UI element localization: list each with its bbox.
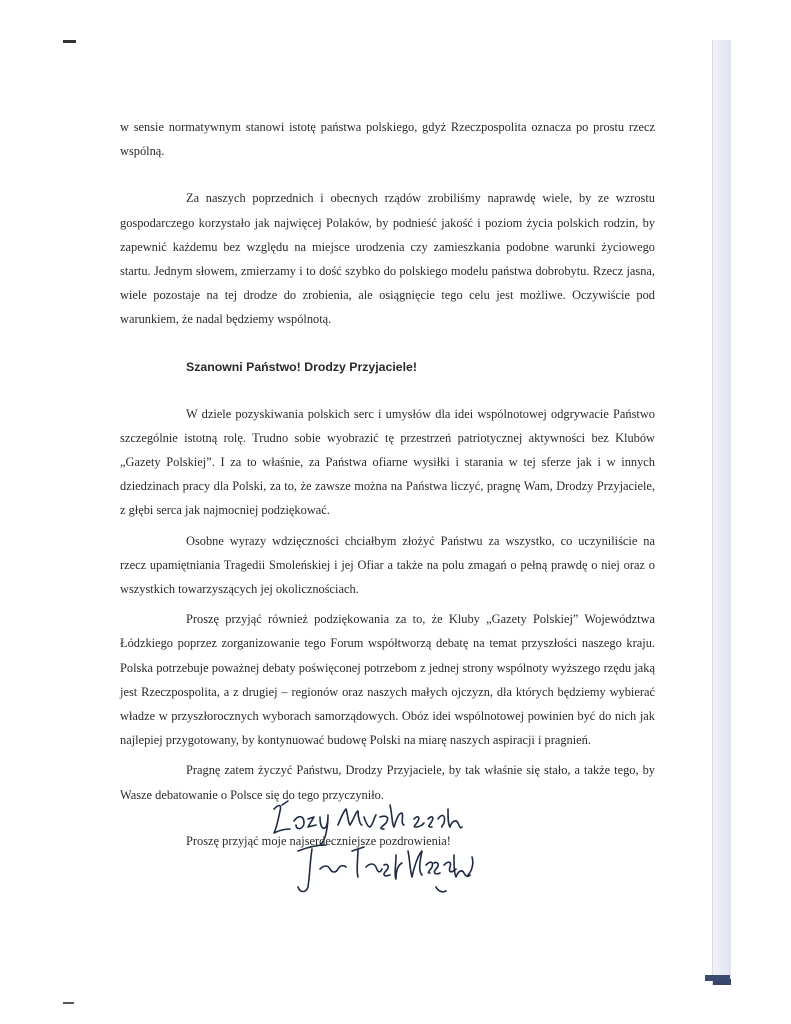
scan-edge-mark-top [63,40,76,43]
salutation-heading: Szanowni Państwo! Drodzy Przyjaciele! [186,359,417,374]
page-binding-edge [712,40,731,985]
paragraph-clubs-role: W dziele pozyskiwania polskich serc i umysłów dla idei wspólnotowej odgrywacie Państwo szczególnie istotną rolę. Trudno sobie wyobrazić tę przestrzeń patriotycznej aktywności bez Klubów „Gazety Polskiej”. I za to właśnie, za Państwa ofiarne wysiłki i starania w tej sferze jak i w innych dziedzinach pracy dla Polski, za to, że zawsze można na Państwa liczyć, pragnę Wam, Drodzy Przyjaciele, z głębi serca jak najmocniej podziękować. [120,406,655,518]
scan-edge-mark-bottom [63,1002,74,1004]
paragraph-continuation: w sensie normatywnym stanowi istotę państwa polskiego, gdyż Rzeczpospolita oznacza po prostu rzecz wspólną. [120,120,655,159]
closing-greeting: Proszę przyjąć moje najserdeczniejsze pozdrowienia! [186,833,451,848]
paragraph-forum: Proszę przyjąć również podziękowania za to, że Kluby „Gazety Polskiej” Województwa Łódzkiego poprzez zorganizowanie tego Forum współtworzą debatę na temat przyszłości naszego kraju. Polska potrzebuje poważnej debaty poświęconej potrzebom z jednej strony wspólnoty wyższego rzędu jaką jest Rzeczpospolita, a z drugiej – regionów oraz naszych małych ojczyzn, dla których będziemy wybierać władze w przyszłorocznych wyborach samorządowych. Obóz idei wspólnotowej powinien być do nich jak najlepiej przygotowany, by kontynuować budowę Polski na miarę naszych aspiracji i pragnień. [120,612,655,748]
paragraph-wishes: Pragnę zatem życzyć Państwu, Drodzy Przyjaciele, by tak właśnie się stało, a także tego, by Wasze debatowanie o Polsce się do tego przyczyniło. [120,763,655,802]
paragraph-smolensk: Osobne wyrazy wdzięczności chciałbym złożyć Państwu za wszystko, co uczyniliście na rzecz upamiętniania Tragedii Smoleńskiej i jej Ofiar a także na polu zmagań o pełną prawdę o niej oraz o wszystkich towarzyszących jej okolicznościach. [120,533,655,597]
binding-corner [705,975,730,981]
paragraph-achievements: Za naszych poprzednich i obecnych rządów zrobiliśmy naprawdę wiele, by ze wzrostu gospodarczego korzystało jak najwięcej Polaków, by podnieść jakość i poziom życia polskich rodzin, by zapewnić każdemu bez względu na miejsce urodzenia czy zamieszkania podobne warunki życiowego startu. Jednym słowem, zmierzamy i to dość szybko do polskiego modelu państwa dobrobytu. Rzecz jasna, wiele pozostaje na tej drodze do zrobienia, ale osiągnięcie tego celu jest możliwe. Oczywiście pod warunkiem, że nadal będziemy wspólnotą. [120,191,655,327]
handwritten-signature [268,795,488,905]
letter-page [120,115,655,853]
